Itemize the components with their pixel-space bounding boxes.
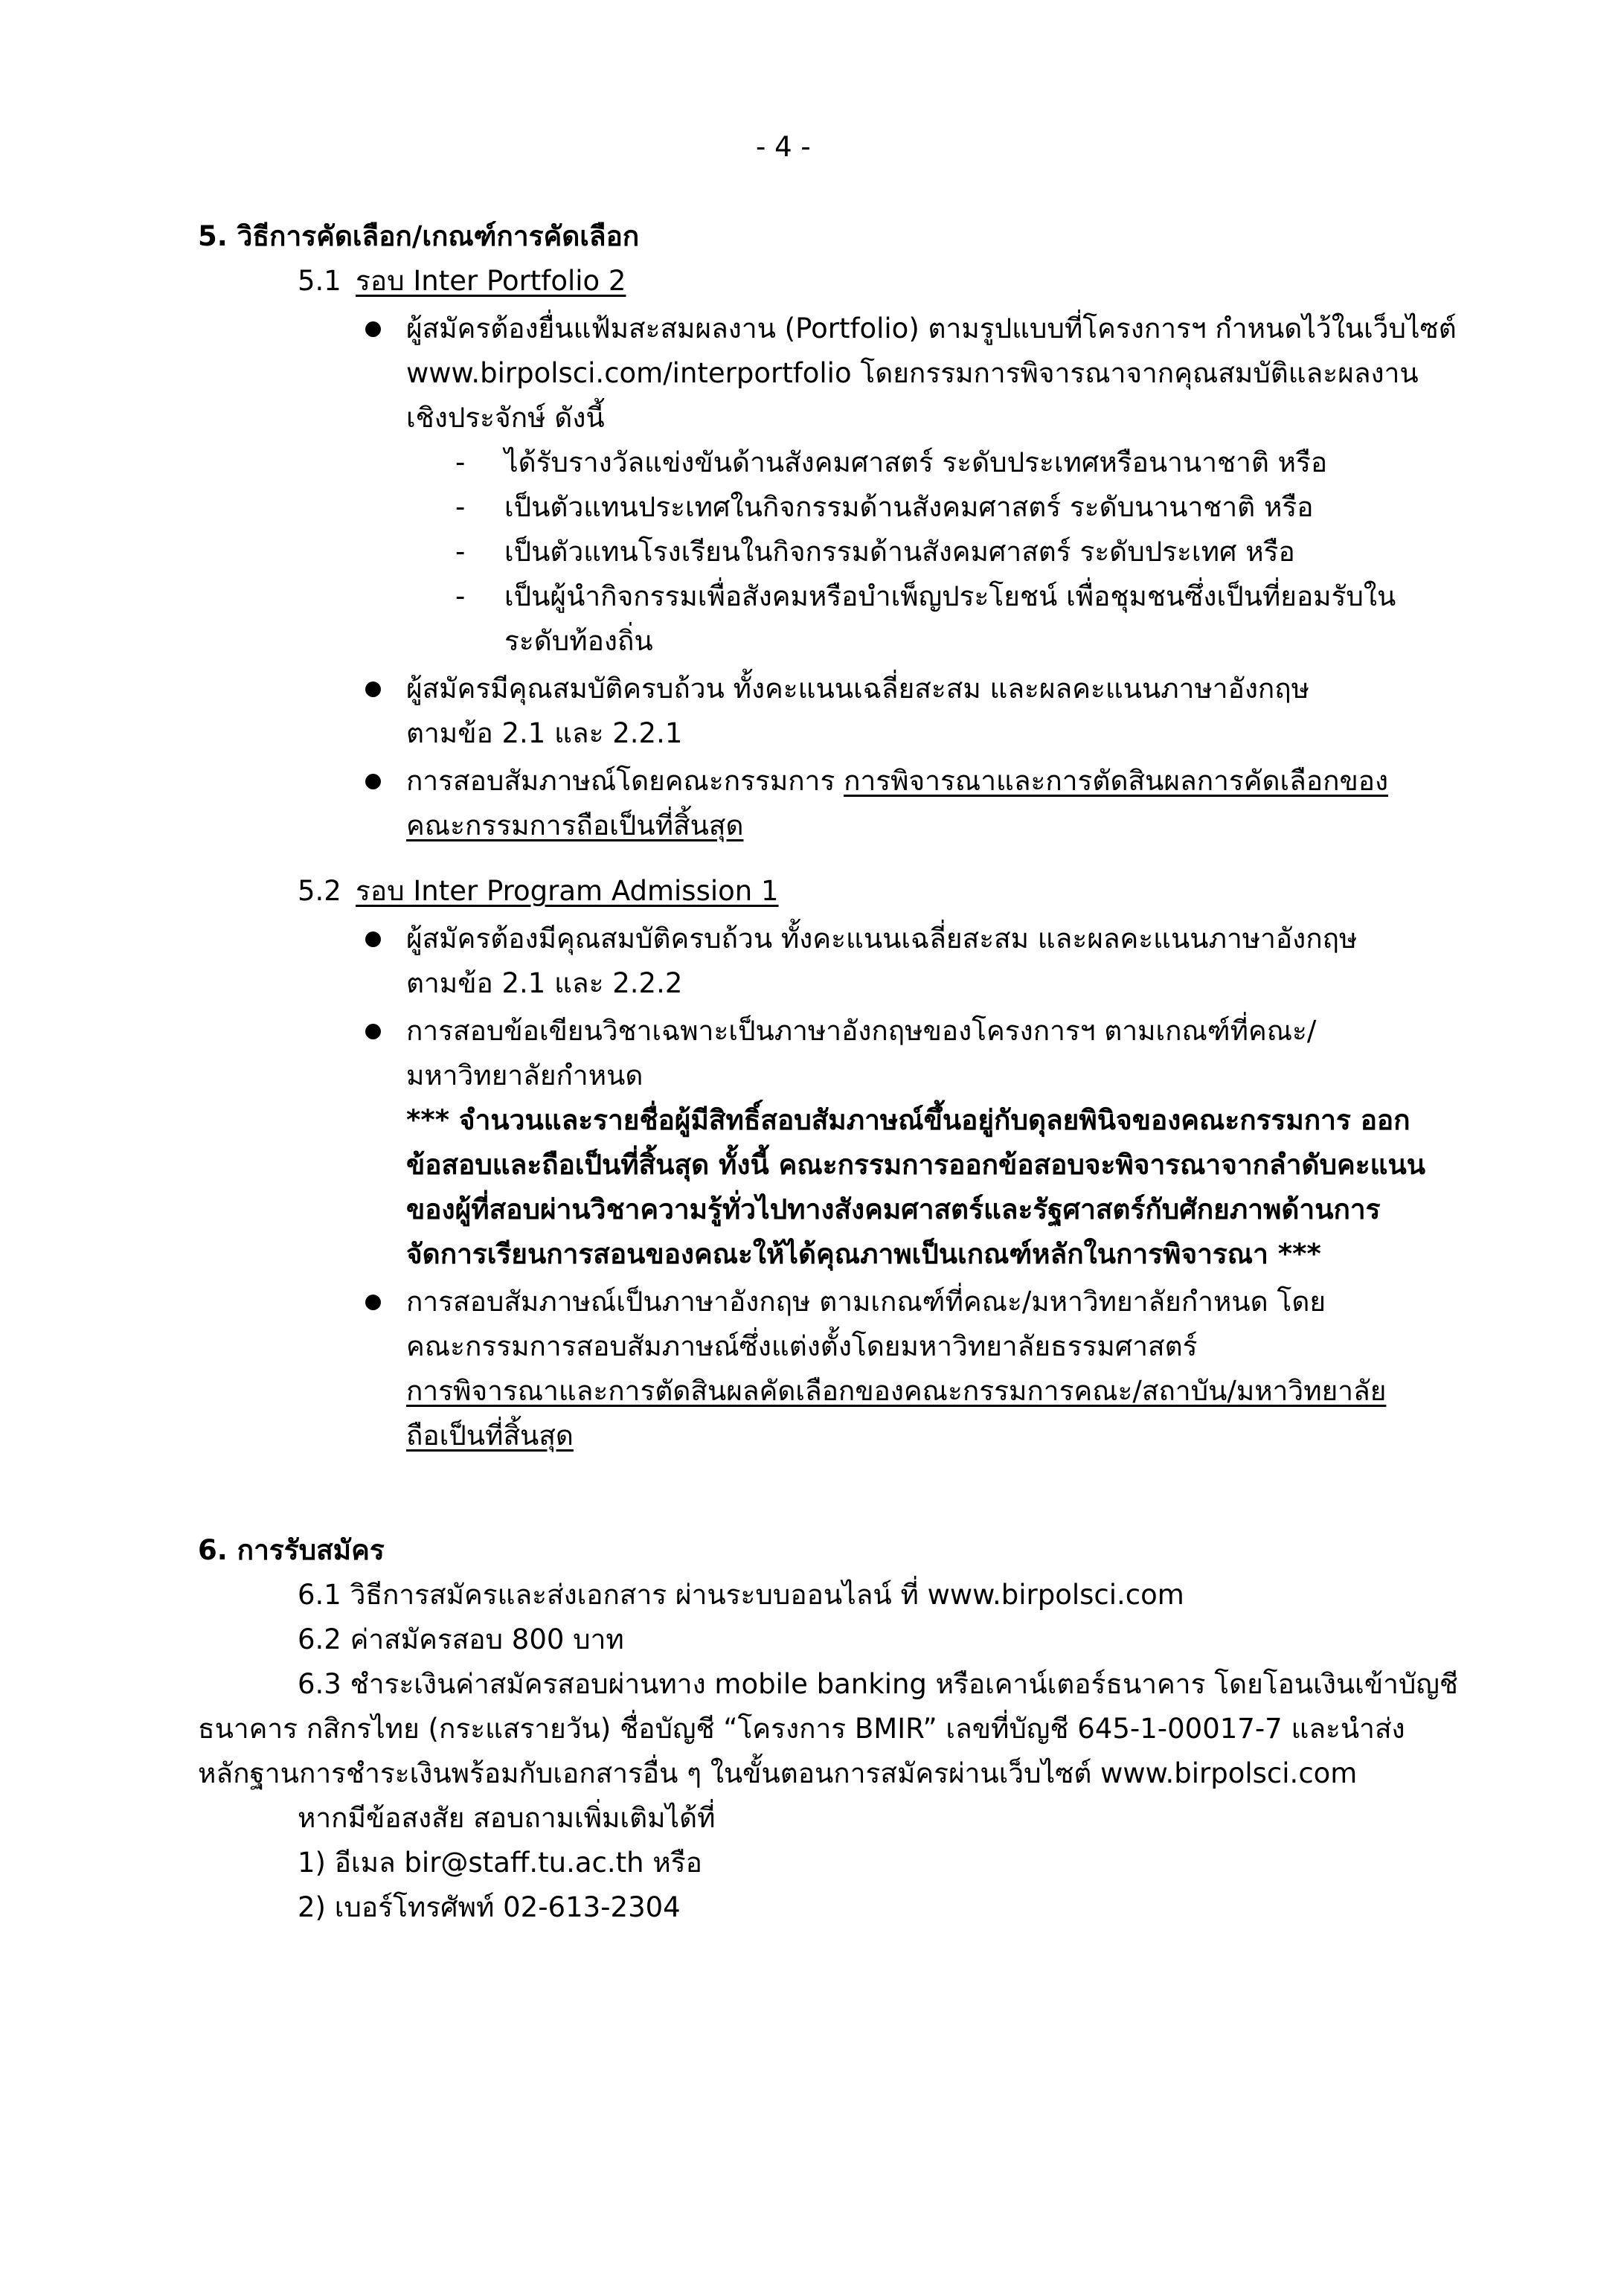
s52-note-line3: ของผู้ที่สอบผ่านวิชาความรู้ทั่วไปทางสังคมศาสตร์และรัฐศาสตร์กับศักยภาพด้านการ <box>406 1193 1381 1225</box>
s51-criterion-2: เป็นตัวแทนประเทศในกิจกรรมด้านสังคมศาสตร์ ระดับนานาชาติ หรือ <box>504 491 1314 523</box>
s51-bullet2-line2: ตามข้อ 2.1 และ 2.2.1 <box>406 717 683 749</box>
s51-bullet1-line3: เชิงประจักษ์ ดังนี้ <box>406 402 605 434</box>
subsection-5-2-number: 5.2 <box>298 875 341 907</box>
s51-bullet3-underlined: การพิจารณาและการตัดสินผลการคัดเลือกของ <box>844 765 1389 797</box>
s51-criterion-3: เป็นตัวแทนโรงเรียนในกิจกรรมด้านสังคมศาสตร์ ระดับประเทศ หรือ <box>504 536 1295 568</box>
bullet-icon <box>365 321 381 337</box>
dash-icon: - <box>455 536 466 568</box>
dash-icon: - <box>455 580 466 612</box>
s52-bullet3-line1: การสอบสัมภาษณ์เป็นภาษาอังกฤษ ตามเกณฑ์ที่คณะ/มหาวิทยาลัยกำหนด โดย <box>406 1286 1326 1318</box>
section-5-heading: 5. วิธีการคัดเลือก/เกณฑ์การคัดเลือก <box>198 220 640 252</box>
s52-bullet3-line2: คณะกรรมการสอบสัมภาษณ์ซึ่งแต่งตั้งโดยมหาวิทยาลัยธรรมศาสตร์ <box>406 1330 1198 1362</box>
contact-intro: หากมีข้อสงสัย สอบถามเพิ่มเติมได้ที่ <box>298 1802 716 1834</box>
s52-note-line4: จัดการเรียนการสอนของคณะให้ได้คุณภาพเป็นเกณฑ์หลักในการพิจารณา *** <box>406 1238 1321 1270</box>
dash-icon: - <box>455 491 466 523</box>
contact-phone: 2) เบอร์โทรศัพท์ 02-613-2304 <box>298 1891 681 1923</box>
s52-bullet3-line3: การพิจารณาและการตัดสินผลคัดเลือกของคณะกรรมการคณะ/สถาบัน/มหาวิทยาลัย <box>406 1375 1387 1407</box>
page-number: - 4 - <box>756 131 811 163</box>
s52-note-line2: ข้อสอบและถือเป็นที่สิ้นสุด ทั้งนี้ คณะกรรมการออกข้อสอบจะพิจารณาจากลำดับคะแนน <box>406 1149 1426 1181</box>
s52-bullet2-line2: มหาวิทยาลัยกำหนด <box>406 1059 643 1091</box>
s51-criterion-4: เป็นผู้นำกิจกรรมเพื่อสังคมหรือบำเพ็ญประโยชน์ เพื่อชุมชนซึ่งเป็นที่ยอมรับใน <box>504 580 1396 612</box>
section-6-heading: 6. การรับสมัคร <box>198 1534 385 1566</box>
bullet-icon <box>365 931 381 947</box>
s51-bullet1-line1: ผู้สมัครต้องยื่นแฟ้มสะสมผลงาน (Portfolio) ตามรูปแบบที่โครงการฯ กำหนดไว้ในเว็บไซต์ <box>406 312 1457 344</box>
item-6-3-line3: หลักฐานการชำระเงินพร้อมกับเอกสารอื่น ๆ ในขั้นตอนการสมัครผ่านเว็บไซต์ www.birpolsci.com <box>198 1757 1358 1789</box>
bullet-icon <box>365 1295 381 1310</box>
bullet-icon <box>365 682 381 697</box>
s52-bullet2-line1: การสอบข้อเขียนวิชาเฉพาะเป็นภาษาอังกฤษของโครงการฯ ตามเกณฑ์ที่คณะ/ <box>406 1015 1317 1047</box>
subsection-5-2-title: รอบ Inter Program Admission 1 <box>356 875 779 907</box>
bullet-icon <box>365 774 381 789</box>
item-6-1: 6.1 วิธีการสมัครและส่งเอกสาร ผ่านระบบออนไลน์ ที่ www.birpolsci.com <box>298 1579 1184 1611</box>
s51-bullet3-text: การสอบสัมภาษณ์โดยคณะกรรมการ <box>406 765 844 797</box>
s51-criterion-1: ได้รับรางวัลแข่งขันด้านสังคมศาสตร์ ระดับประเทศหรือนานาชาติ หรือ <box>504 446 1328 478</box>
dash-icon: - <box>455 446 466 478</box>
item-6-2: 6.2 ค่าสมัครสอบ 800 บาท <box>298 1623 624 1655</box>
s51-bullet3-line2: คณะกรรมการถือเป็นที่สิ้นสุด <box>406 809 744 841</box>
item-6-3-line2: ธนาคาร กสิกรไทย (กระแสรายวัน) ชื่อบัญชี “โครงการ BMIR” เลขที่บัญชี 645-1-00017-7 และนำส่ง <box>198 1713 1405 1745</box>
subsection-5-1-number: 5.1 <box>298 265 341 297</box>
s51-bullet2-line1: ผู้สมัครมีคุณสมบัติครบถ้วน ทั้งคะแนนเฉลี่ยสะสม และผลคะแนนภาษาอังกฤษ <box>406 673 1310 705</box>
item-6-3-line1: 6.3 ชำระเงินค่าสมัครสอบผ่านทาง mobile banking หรือเคาน์เตอร์ธนาคาร โดยโอนเงินเข้าบัญชี <box>298 1668 1459 1700</box>
s52-bullet1-line2: ตามข้อ 2.1 และ 2.2.2 <box>406 967 683 999</box>
contact-email: 1) อีเมล bir@staff.tu.ac.th หรือ <box>298 1847 702 1879</box>
s52-note-line1: *** จำนวนและรายชื่อผู้มีสิทธิ์สอบสัมภาษณ์ขึ้นอยู่กับดุลยพินิจของคณะกรรมการ ออก <box>406 1104 1410 1136</box>
s52-bullet1-line1: ผู้สมัครต้องมีคุณสมบัติครบถ้วน ทั้งคะแนนเฉลี่ยสะสม และผลคะแนนภาษาอังกฤษ <box>406 923 1358 955</box>
s51-criterion-4-cont: ระดับท้องถิ่น <box>504 625 653 657</box>
s52-bullet3-line4: ถือเป็นที่สิ้นสุด <box>406 1420 574 1452</box>
s51-bullet1-line2: www.birpolsci.com/interportfolio โดยกรรมการพิจารณาจากคุณสมบัติและผลงาน <box>406 357 1419 389</box>
s51-bullet3-line1 <box>406 759 1388 804</box>
bullet-icon <box>365 1024 381 1039</box>
subsection-5-1-title: รอบ Inter Portfolio 2 <box>356 265 626 297</box>
